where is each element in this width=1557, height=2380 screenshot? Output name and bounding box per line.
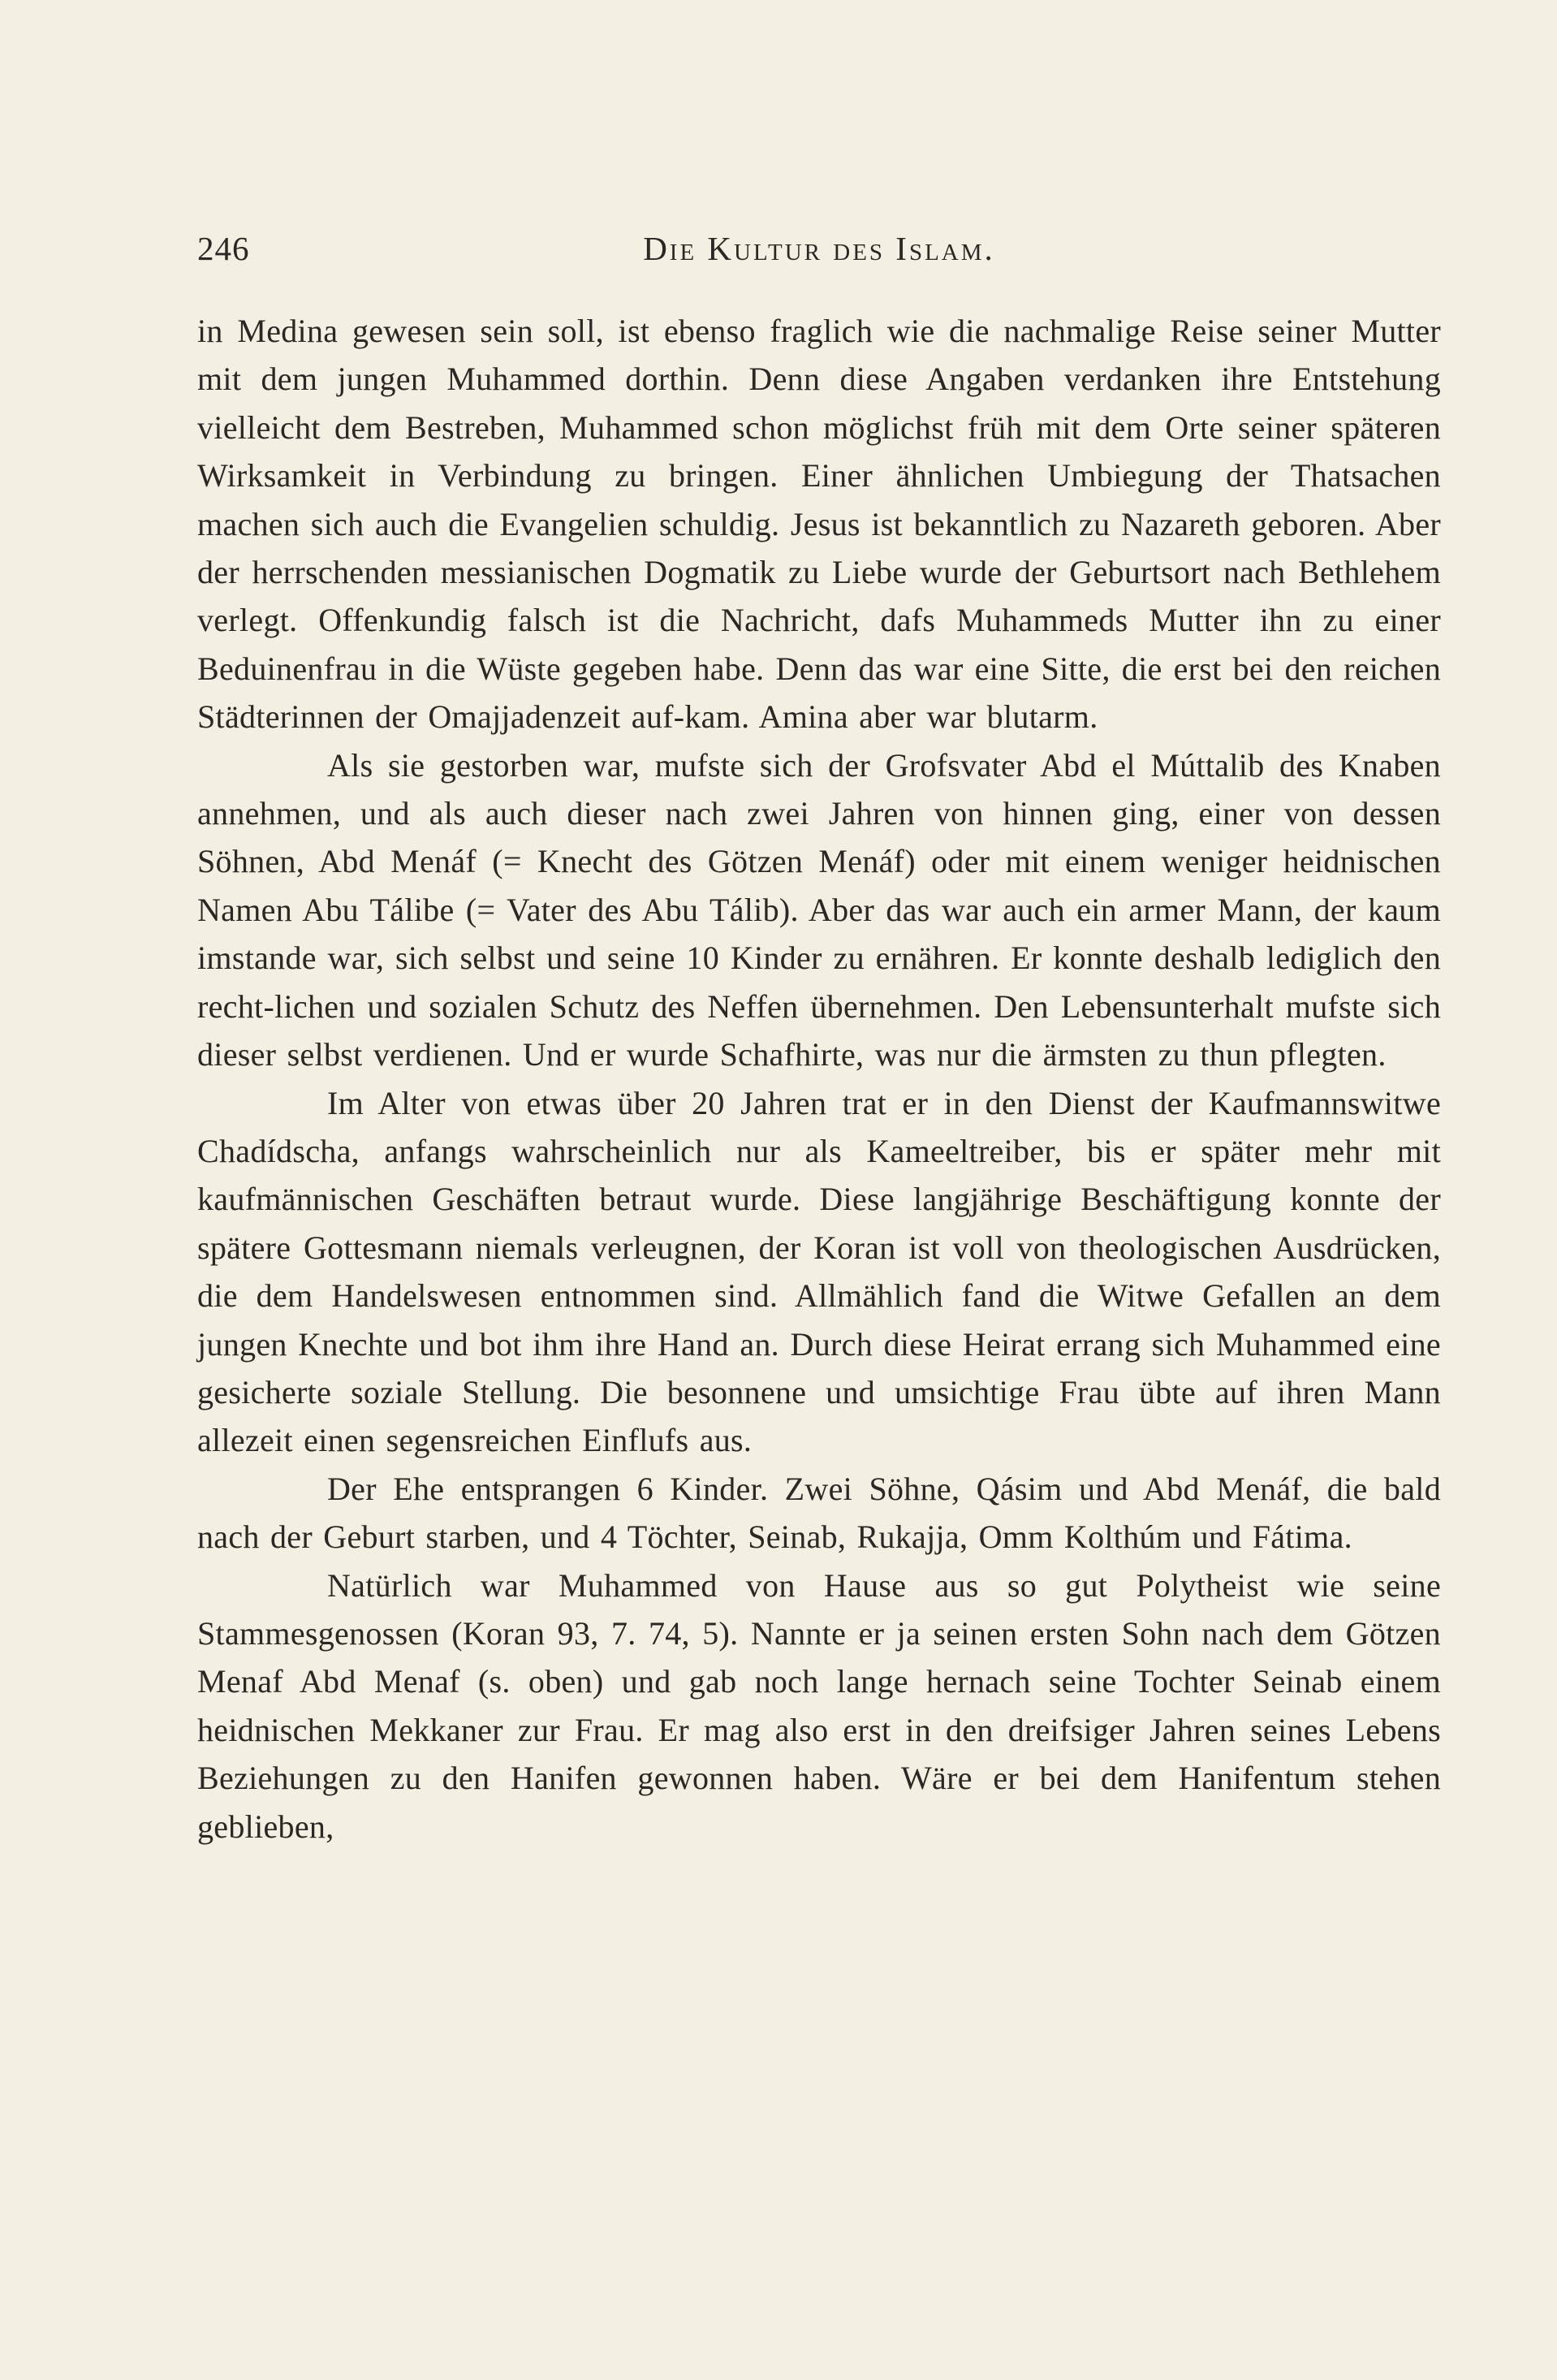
paragraph-1: in Medina gewesen sein soll, ist ebenso fraglich wie die nachmalige Reise seiner Mutter mit dem jungen Muhammed dorthin. Denn diese Angaben verdanken ihre Entstehung vielleicht dem Bestreben, Muhammed schon möglichst früh mit dem Orte seiner späteren Wirksamkeit in Verbindung zu bringen. Einer ähnlichen Umbiegung der Thatsachen machen sich auch die Evangelien schuldig. Jesus ist bekanntlich zu Nazareth geboren. Aber der herrschenden messianischen Dogmatik zu Liebe wurde der Geburtsort nach Bethlehem verlegt. Offenkundig falsch ist die Nachricht, dafs Muhammeds Mutter ihn zu einer Beduinenfrau in die Wüste gegeben habe. Denn das war eine Sitte, die erst bei den reichen Städterinnen der Omajjadenzeit auf-kam. Amina aber war blutarm. [197, 313, 1441, 736]
paragraph-3: Im Alter von etwas über 20 Jahren trat er in den Dienst der Kaufmannswitwe Chadídscha, anfangs wahrscheinlich nur als Kameeltreiber, bis er später mehr mit kaufmännischen Geschäften betraut wurde. Diese langjährige Beschäftigung konnte der spätere Gottesmann niemals verleugnen, der Koran ist voll von theologischen Ausdrücken, die dem Handelswesen entnommen sind. Allmählich fand die Witwe Gefallen an dem jungen Knechte und bot ihm ihre Hand an. Durch diese Heirat errang sich Muhammed eine gesicherte soziale Stellung. Die besonnene und umsichtige Frau übte auf ihren Mann allezeit einen segensreichen Einflufs aus. [197, 1084, 1441, 1459]
paragraph-4: Der Ehe entsprangen 6 Kinder. Zwei Söhne, Qásim und Abd Menáf, die bald nach der Geburt starben, und 4 Töchter, Seinab, Rukajja, Omm Kolthúm und Fátima. [197, 1470, 1441, 1556]
running-title: Die Kultur des Islam. [643, 230, 995, 267]
paragraph-5: Natürlich war Muhammed von Hause aus so gut Polytheist wie seine Stammesgenossen (Koran 93, 7. 74, 5). Nannte er ja seinen ersten Sohn nach dem Götzen Menaf Abd Menaf (s. oben) und gab noch lange hernach seine Tochter Seinab einem heidnischen Mekkaner zur Frau. Er mag also erst in den dreifsiger Jahren seines Lebens Beziehungen zu den Hanifen gewonnen haben. Wäre er bei dem Hanifentum stehen geblieben, [197, 1566, 1441, 1845]
body-text [197, 307, 1441, 1851]
paragraph-2: Als sie gestorben war, mufste sich der Grofsvater Abd el Múttalib des Knaben annehmen, und als auch dieser nach zwei Jahren von hinnen ging, einer von dessen Söhnen, Abd Menáf (= Knecht des Götzen Menáf) oder mit einem weniger heidnischen Namen Abu Tálibe (= Vater des Abu Tálib). Aber das war auch ein armer Mann, der kaum imstande war, sich selbst und seine 10 Kinder zu ernähren. Er konnte deshalb lediglich den recht-lichen und sozialen Schutz des Neffen übernehmen. Den Lebensunterhalt mufste sich dieser selbst verdienen. Und er wurde Schafhirte, was nur die ärmsten zu thun pflegten. [197, 746, 1441, 1073]
page-number: 246 [197, 230, 250, 267]
running-head [197, 229, 1441, 278]
